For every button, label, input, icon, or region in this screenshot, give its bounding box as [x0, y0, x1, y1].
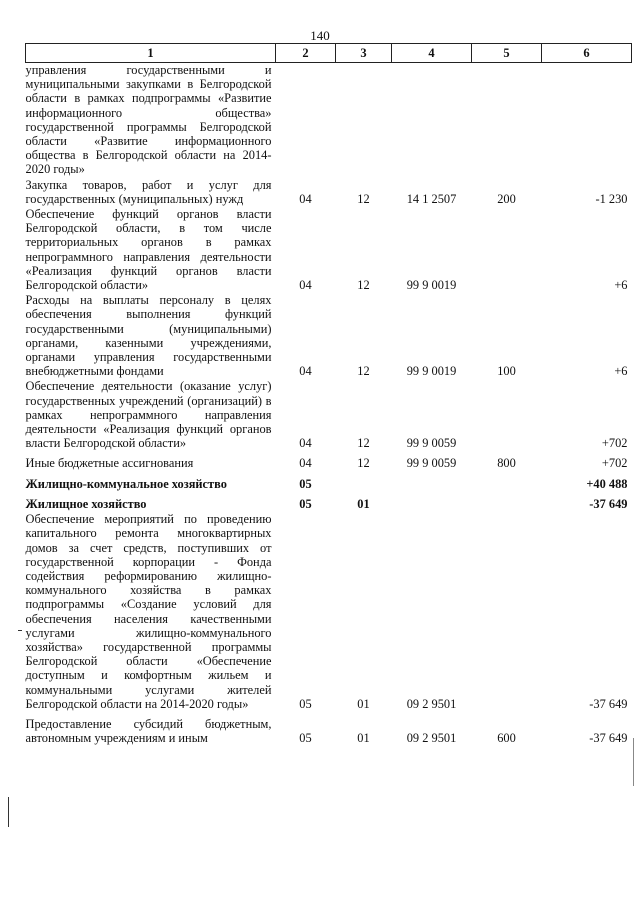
table-header-row — [26, 44, 632, 63]
scan-mark — [18, 630, 22, 631]
row-section: 05 — [299, 731, 312, 746]
row-name: Расходы на выплаты персоналу в целях обеспечения выполнения функций государственными (муниципальными) органами, казенными учреждениями, органами управления государственными внебюджетными фондами — [25, 293, 272, 379]
row-expense-type: 800 — [497, 456, 516, 471]
row-expense-type: 600 — [497, 731, 516, 746]
row-subsection — [336, 472, 392, 492]
row-subsection: 01 — [357, 731, 370, 746]
table-row — [26, 178, 632, 207]
row-amount: +702 — [601, 456, 628, 471]
row-target-article: 99 9 0019 — [406, 278, 457, 293]
row-expense-type — [472, 472, 542, 492]
row-section: 05 — [299, 696, 312, 711]
row-name: Иные бюджетные ассигнования — [25, 456, 194, 471]
row-target-article: 09 2 9501 — [406, 696, 457, 711]
row-section — [276, 63, 336, 178]
row-name: Предоставление субсидий бюджетным, автономным учреждениям и иным — [25, 716, 272, 746]
table-row — [26, 712, 632, 746]
row-subsection: 01 — [357, 696, 370, 711]
row-section: 04 — [299, 436, 312, 451]
row-expense-type — [472, 512, 542, 712]
row-name: Обеспечение функций органов власти Белгородской области, в том числе территориальных органов в рамках непрограммного направления деятельности «Реализация функций органов власти Белгородской области» — [25, 207, 272, 293]
row-amount: -37 649 — [589, 696, 628, 711]
column-header-1: 1 — [26, 44, 276, 63]
row-section: 04 — [299, 456, 312, 471]
table-row — [26, 63, 632, 178]
table-row — [26, 512, 632, 712]
row-subsection: 01 — [357, 496, 370, 511]
row-amount: -37 649 — [589, 496, 628, 511]
row-amount: +702 — [601, 436, 628, 451]
row-subsection: 12 — [357, 278, 370, 293]
row-expense-type — [472, 207, 542, 293]
row-name: Обеспечение мероприятий по проведению капитального ремонта многоквартирных домов за счет средств, поступивших от государственной корпорации - Фонда содействия реформированию жилищно-коммунального хозяйства в рамках подпрограммы «Создание условий для обеспечения населения качественными услугами жилищно-коммунального хозяйства» государственной программы Белгородской области «Обеспечение доступным и комфортным жильем и коммунальными услугами жителей Белгородской области на 2014-2020 годы» — [25, 512, 272, 711]
row-section: 04 — [299, 191, 312, 206]
row-amount: +40 488 — [586, 476, 628, 491]
row-target-article: 99 9 0059 — [406, 436, 457, 451]
row-subsection: 12 — [357, 364, 370, 379]
table-row — [26, 207, 632, 293]
row-section: 05 — [299, 496, 312, 511]
scan-mark — [633, 738, 634, 786]
row-target-article: 09 2 9501 — [406, 731, 457, 746]
row-target-article — [392, 472, 472, 492]
column-header-2: 2 — [276, 44, 336, 63]
column-header-5: 5 — [472, 44, 542, 63]
table-row — [26, 472, 632, 492]
column-header-4: 4 — [392, 44, 472, 63]
row-amount: -37 649 — [589, 731, 628, 746]
row-subsection: 12 — [357, 436, 370, 451]
scan-mark — [8, 797, 9, 827]
row-subsection — [336, 63, 392, 178]
row-expense-type: 100 — [497, 364, 516, 379]
row-target-article — [392, 492, 472, 512]
row-name: Закупка товаров, работ и услуг для государственных (муниципальных) нужд — [25, 177, 272, 206]
table-row — [26, 492, 632, 512]
row-subsection: 12 — [357, 456, 370, 471]
table-row — [26, 379, 632, 451]
row-target-article: 99 9 0019 — [406, 364, 457, 379]
row-amount — [542, 63, 632, 178]
table-row — [26, 293, 632, 379]
row-section: 05 — [299, 476, 312, 491]
row-amount: -1 230 — [595, 191, 628, 206]
row-target-article — [392, 63, 472, 178]
row-expense-type — [472, 379, 542, 451]
row-target-article: 14 1 2507 — [406, 191, 457, 206]
row-name: Жилищное хозяйство — [25, 496, 147, 511]
row-section: 04 — [299, 278, 312, 293]
row-name: Обеспечение деятельности (оказание услуг) государственных учреждений (организаций) в рамках непрограммного направления деятельности «Реализация функций органов власти Белгородской области» — [25, 379, 272, 451]
row-name: управления государственными и муниципальными закупками в Белгородской области в рамках подпрограммы «Развитие информационного общества» государственной программы Белгородской области «Развитие информационного общества в Белгородской области на 2014-2020 годы» — [25, 63, 272, 177]
column-header-3: 3 — [336, 44, 392, 63]
page-number: 140 — [310, 28, 330, 43]
row-expense-type: 200 — [497, 191, 516, 206]
table-row — [26, 451, 632, 471]
row-target-article: 99 9 0059 — [406, 456, 457, 471]
row-amount: +6 — [614, 364, 628, 379]
row-section: 04 — [299, 364, 312, 379]
column-header-6: 6 — [542, 44, 632, 63]
row-name: Жилищно-коммунальное хозяйство — [25, 476, 227, 491]
row-amount: +6 — [614, 278, 628, 293]
budget-table — [25, 43, 632, 746]
row-subsection: 12 — [357, 191, 370, 206]
row-expense-type — [472, 492, 542, 512]
row-expense-type — [472, 63, 542, 178]
